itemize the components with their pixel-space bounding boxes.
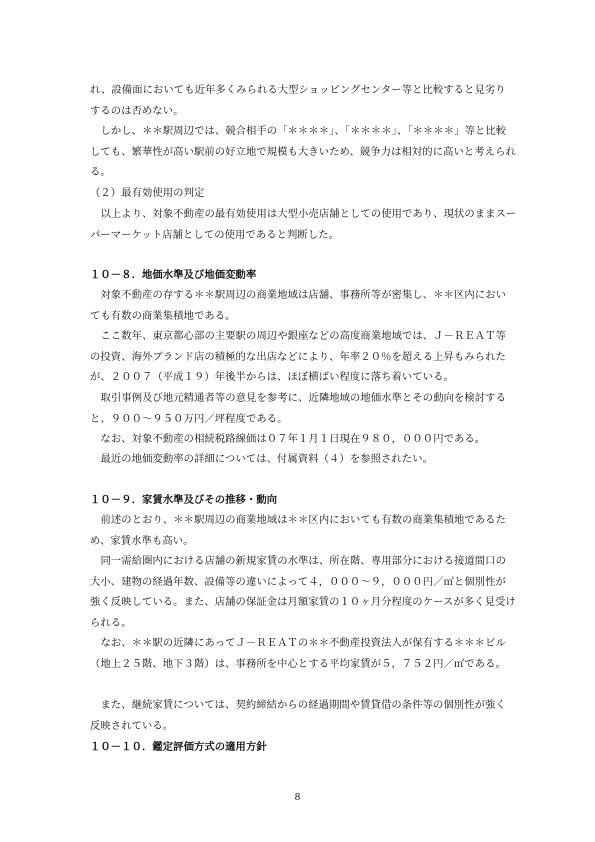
paragraph-nearby-building: なお、＊＊駅の近隣にあってＪ－ＲＥＡＴの＊＊不動産投資法人が保有する＊＊＊ビル（地上２５階、地下３階）は、事務所を中心とする平均家賃が５，７５２円／㎡である。 (90, 637, 506, 670)
paragraph-appendix-ref: 最近の地価変動率の詳細については、付属資料（４）を参照されたい。 (100, 453, 433, 465)
subheading-highest-best-use: （２）最有効使用の判定 (90, 187, 205, 199)
section-heading-10-9: １０－９．家賃水準及びその推移・動向 (90, 494, 278, 506)
paragraph-new-rent: 同一需給圏内における店舗の新規家賃の水準は、所在階、専用部分における接道間口の大小、建物の経過年数、設備等の違いによって４，０００～９，０００円／㎡と個別性が強く反映している。また、店舗の保証金は月額家賃の１０ヶ月分程度のケースが多く見受けられる。 (90, 555, 516, 629)
paragraph-rent-level: 前述のとおり、＊＊駅周辺の商業地域は＊＊区内においても有数の商業集積地であるため、家賃水準も高い。 (90, 514, 506, 547)
paragraph-highest-best-use: 以上より、対象不動産の最有効使用は大型小売店舗としての使用であり、現状のままスーパーマーケット店舗としての使用であると判断した。 (90, 208, 516, 241)
page-number: 8 (294, 791, 301, 803)
section-heading-10-8: １０－８．地価水準及び地価変動率 (90, 269, 257, 281)
paragraph-land-trend: ここ数年、東京都心部の主要駅の周辺や銀座などの高度商業地域では、Ｊ－ＲＥＡＴ等の投資、海外ブランド店の積極的な出店などにより、年率２０％を超える上昇もみられたが、２００７（平成１９）年後半からは、ほぼ横ばい程度に落ち着いている。 (90, 330, 506, 383)
paragraph-route-price: なお、対象不動産の相続税路線価は０７年１月１日現在９８０，０００円である。 (100, 433, 486, 445)
section-heading-10-10: １０－１０．鑑定評価方式の適用方針 (90, 741, 267, 753)
paragraph-continuing-rent: また、継続家賃については、契約締結からの経過期間や賃貸借の条件等の個別性が強く反映されている。 (90, 699, 506, 732)
paragraph-competition: しかし、＊＊駅周辺では、競合相手の「＊＊＊＊」、「＊＊＊＊」、「＊＊＊＊」等と比較しても、繁華性が高い駅前の好立地で規模も大きいため、競争力は相対的に高いと考えられる。 (90, 125, 516, 178)
paragraph-land-price: 取引事例及び地元精通者等の意見を参考に、近隣地域の地価水準とその動向を検討すると、９００～９５０万円／坪程度である。 (90, 392, 506, 425)
paragraph-continuation: れ、設備面においても近年多くみられる大型ショッピングセンター等と比較すると見劣りするのは否めない。 (90, 84, 506, 117)
paragraph-land-area: 対象不動産の存する＊＊駅周辺の商業地域は店舗、事務所等が密集し、＊＊区内においても有数の商業集積地である。 (90, 289, 506, 322)
